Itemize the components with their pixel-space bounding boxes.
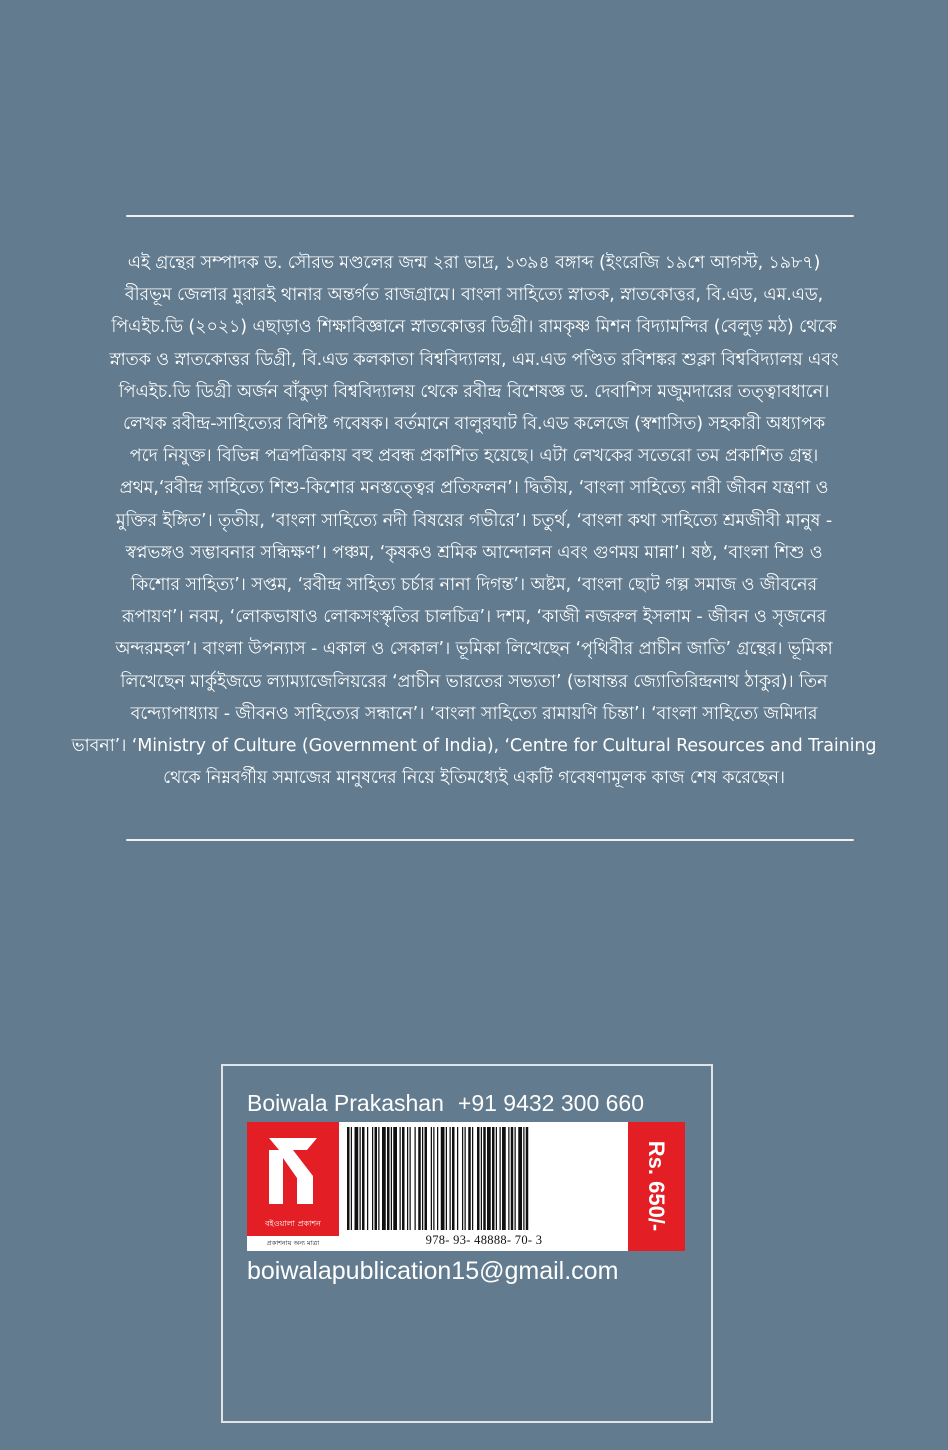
barcode-bar xyxy=(502,1127,506,1230)
bio-line: লিখেছেন মার্কুইজডে ল্যাম্যাজেলিয়রের ‘প্রাচীন ভারতের সভ্যতা’ (ভাষান্তর জ্যোতিরিন্দ্রনাথ ঠাকুর)। তিন xyxy=(120,671,828,692)
barcode-bar xyxy=(391,1127,392,1230)
publisher-email: boiwalapublication15@gmail.com xyxy=(247,1257,619,1285)
barcode-bar xyxy=(452,1127,455,1230)
bio-line: অন্দরমহল’। বাংলা উপন্যাস - একাল ও সেকাল’। ভূমিকা লিখেছেন ‘পৃথিবীর প্রাচীন জাতি’ গ্রন্থের। ভূমিকা xyxy=(115,639,833,660)
barcode-bar xyxy=(492,1127,495,1230)
barcode-bar xyxy=(402,1127,405,1230)
barcode-bar xyxy=(437,1127,438,1230)
barcode-bar xyxy=(393,1127,397,1230)
logo-name: বইওয়ালা প্রকাশন xyxy=(265,1219,321,1228)
barcode-bar xyxy=(387,1127,390,1230)
barcode-bar xyxy=(518,1127,522,1230)
barcode-bar xyxy=(511,1127,514,1230)
publisher-box xyxy=(221,1064,713,1423)
bio-line: স্নাতক ও স্নাতকোত্তর ডিগ্রী, বি.এড কলকাতা বিশ্ববিদ্যালয়, এম.এড পণ্ডিত রবিশঙ্কর শুক্লা বিশ্ববিদ্যালয় এবং xyxy=(109,349,839,370)
barcode-bar xyxy=(407,1127,408,1230)
barcode-bar xyxy=(367,1127,368,1230)
bio-line: লেখক রবীন্দ্র-সাহিত্যের বিশিষ্ট গবেষক। বর্তমানে বালুরঘাট বি.এড কলেজে (স্বশাসিত) সহকারী অধ্যাপক xyxy=(122,414,826,435)
bio-line: স্বপ্নভঙ্গও সম্ভাবনার সন্ধিক্ষণ’। পঞ্চম, ‘কৃষকও শ্রমিক আন্দোলন এবং গুণময় মান্না’। ষষ্ঠ, ‘বাংলা শিশু ও xyxy=(125,542,823,563)
barcode-strip xyxy=(247,1122,685,1251)
top-divider xyxy=(126,215,854,217)
barcode-bar xyxy=(450,1127,451,1230)
bottom-divider xyxy=(126,839,854,841)
bio-line: প্রথম,‘রবীন্দ্র সাহিত্যে শিশু-কিশোর মনস্তত্ত্বের প্রতিফলন’। দ্বিতীয়, ‘বাংলা সাহিত্যে নারী জীবন যন্ত্রণা ও xyxy=(119,478,829,499)
isbn-barcode xyxy=(345,1127,623,1230)
price-tab xyxy=(628,1122,685,1251)
bio-line: এই গ্রন্থের সম্পাদক ড. সৌরভ মণ্ডলের জন্ম ২রা ভাদ্র, ১৩৯৪ বঙ্গাব্দ (ইংরেজি ১৯শে আগস্ট, ১৯৮৭) xyxy=(127,253,821,273)
barcode-bar xyxy=(351,1127,352,1230)
barcode-bar xyxy=(487,1127,491,1230)
barcode-bar xyxy=(422,1127,423,1230)
bio-line: থেকে নিম্নবর্গীয় সমাজের মানুষদের নিয়ে ইতিমধ্যেই একটি গবেষণামূলক কাজ শেষ করেছেন। xyxy=(163,768,785,789)
barcode-bar xyxy=(496,1127,497,1230)
barcode-bar xyxy=(362,1127,365,1230)
barcode-bar xyxy=(526,1127,529,1230)
barcode-bar xyxy=(425,1127,428,1230)
bengali-letter-b-logo-icon xyxy=(263,1128,323,1212)
barcode-bar xyxy=(360,1127,361,1230)
publisher-name: Boiwala Prakashan xyxy=(247,1090,444,1116)
bio-line: রূপায়ণ’। নবম, ‘লোকভাষাও লোকসংস্কৃতির চালচিত্র’। দশম, ‘কাজী নজরুল ইসলাম - জীবন ও সৃজনের xyxy=(121,607,827,628)
barcode-bar xyxy=(481,1127,482,1230)
price-label: Rs. 650/- xyxy=(644,1140,669,1232)
barcode-bar xyxy=(355,1127,359,1230)
publisher-phone: +91 9432 300 660 xyxy=(457,1090,645,1116)
barcode-bar xyxy=(347,1127,350,1230)
barcode-bar xyxy=(446,1127,447,1230)
barcode-bar xyxy=(468,1127,471,1230)
barcode-bar xyxy=(483,1127,486,1230)
bio-line: বীরভূম জেলার মুরারই থানার অন্তর্গত রাজগ্রামে। বাংলা সাহিত্যে স্নাতক, স্নাতকোত্তর, বি.এড, এম.এড, xyxy=(124,285,824,306)
barcode-bar xyxy=(378,1127,379,1230)
bio-line: কিশোর সাহিত্য’। সপ্তম, ‘রবীন্দ্র সাহিত্য চর্চার নানা দিগন্ত’। অষ্টম, ‘বাংলা ছোট গল্প সমাজ ও জীবনের xyxy=(130,575,818,596)
barcode-bar xyxy=(382,1127,386,1230)
bio-line: বন্দ্যোপাধ্যায় - জীবনও সাহিত্যের সন্ধানে’। ‘বাংলা সাহিত্যে রামায়ণি চিন্তা’। ‘বাংলা সাহিত্যে জমিদার xyxy=(130,703,818,724)
barcode-bar xyxy=(472,1127,473,1230)
author-bio xyxy=(40,247,908,794)
barcode-bar xyxy=(457,1127,458,1230)
bio-line: পিএইচ.ডি ডিগ্রী অর্জন বাঁকুড়া বিশ্ববিদ্যালয় থেকে রবীন্দ্র বিশেষজ্ঞ ড. দেবাশিস মজুমদারের তত্ত্বাবধানে। xyxy=(118,381,830,402)
barcode-bar xyxy=(462,1127,463,1230)
publisher-logo xyxy=(247,1122,339,1251)
barcode-bar xyxy=(477,1127,480,1230)
barcode-bar xyxy=(372,1127,373,1230)
bio-line: মুক্তির ইঙ্গিত’। তৃতীয়, ‘বাংলা সাহিত্যে নদী বিষয়ের গভীরে’। চতুর্থ, ‘বাংলা কথা সাহিত্যে শ্রমজীবী মানুষ - xyxy=(115,510,833,531)
barcode-bar xyxy=(508,1127,509,1230)
barcode-bar xyxy=(375,1127,378,1230)
bio-line: পিএইচ.ডি (২০২১) এছাড়াও শিক্ষাবিজ্ঞানে স্নাতকোত্তর ডিগ্রী। রামকৃষ্ণ মিশন বিদ্যামন্দির (বেলুড় মঠ) থেকে xyxy=(111,317,837,338)
logo-tagline: প্রকাশনায় অন্য মাত্রা xyxy=(266,1239,320,1247)
barcode-bar xyxy=(523,1127,524,1230)
barcode-bar xyxy=(500,1127,501,1230)
barcode-bar xyxy=(441,1127,445,1230)
barcode-bar xyxy=(515,1127,516,1230)
barcode-bar xyxy=(465,1127,466,1230)
barcode-bar xyxy=(400,1127,401,1230)
publisher-contact xyxy=(247,1090,644,1117)
barcode-bar xyxy=(431,1127,432,1230)
barcode-bar xyxy=(410,1127,411,1230)
barcode-bar xyxy=(433,1127,434,1230)
isbn-number: 978- 93- 48888- 70- 3 xyxy=(425,1233,543,1247)
bio-line: পদে নিযুক্ত। বিভিন্ন পত্রপত্রিকায় বহু প্রবন্ধ প্রকাশিত হয়েছে। এটা লেখকের সতেরো তম প্রকাশিত গ্রন্থ। xyxy=(129,446,819,467)
barcode-bar xyxy=(418,1127,421,1230)
bio-line: ভাবনা’। ‘Ministry of Culture (Government of India), ‘Centre for Cultural Resources and Training xyxy=(71,736,877,757)
barcode-bar xyxy=(415,1127,416,1230)
